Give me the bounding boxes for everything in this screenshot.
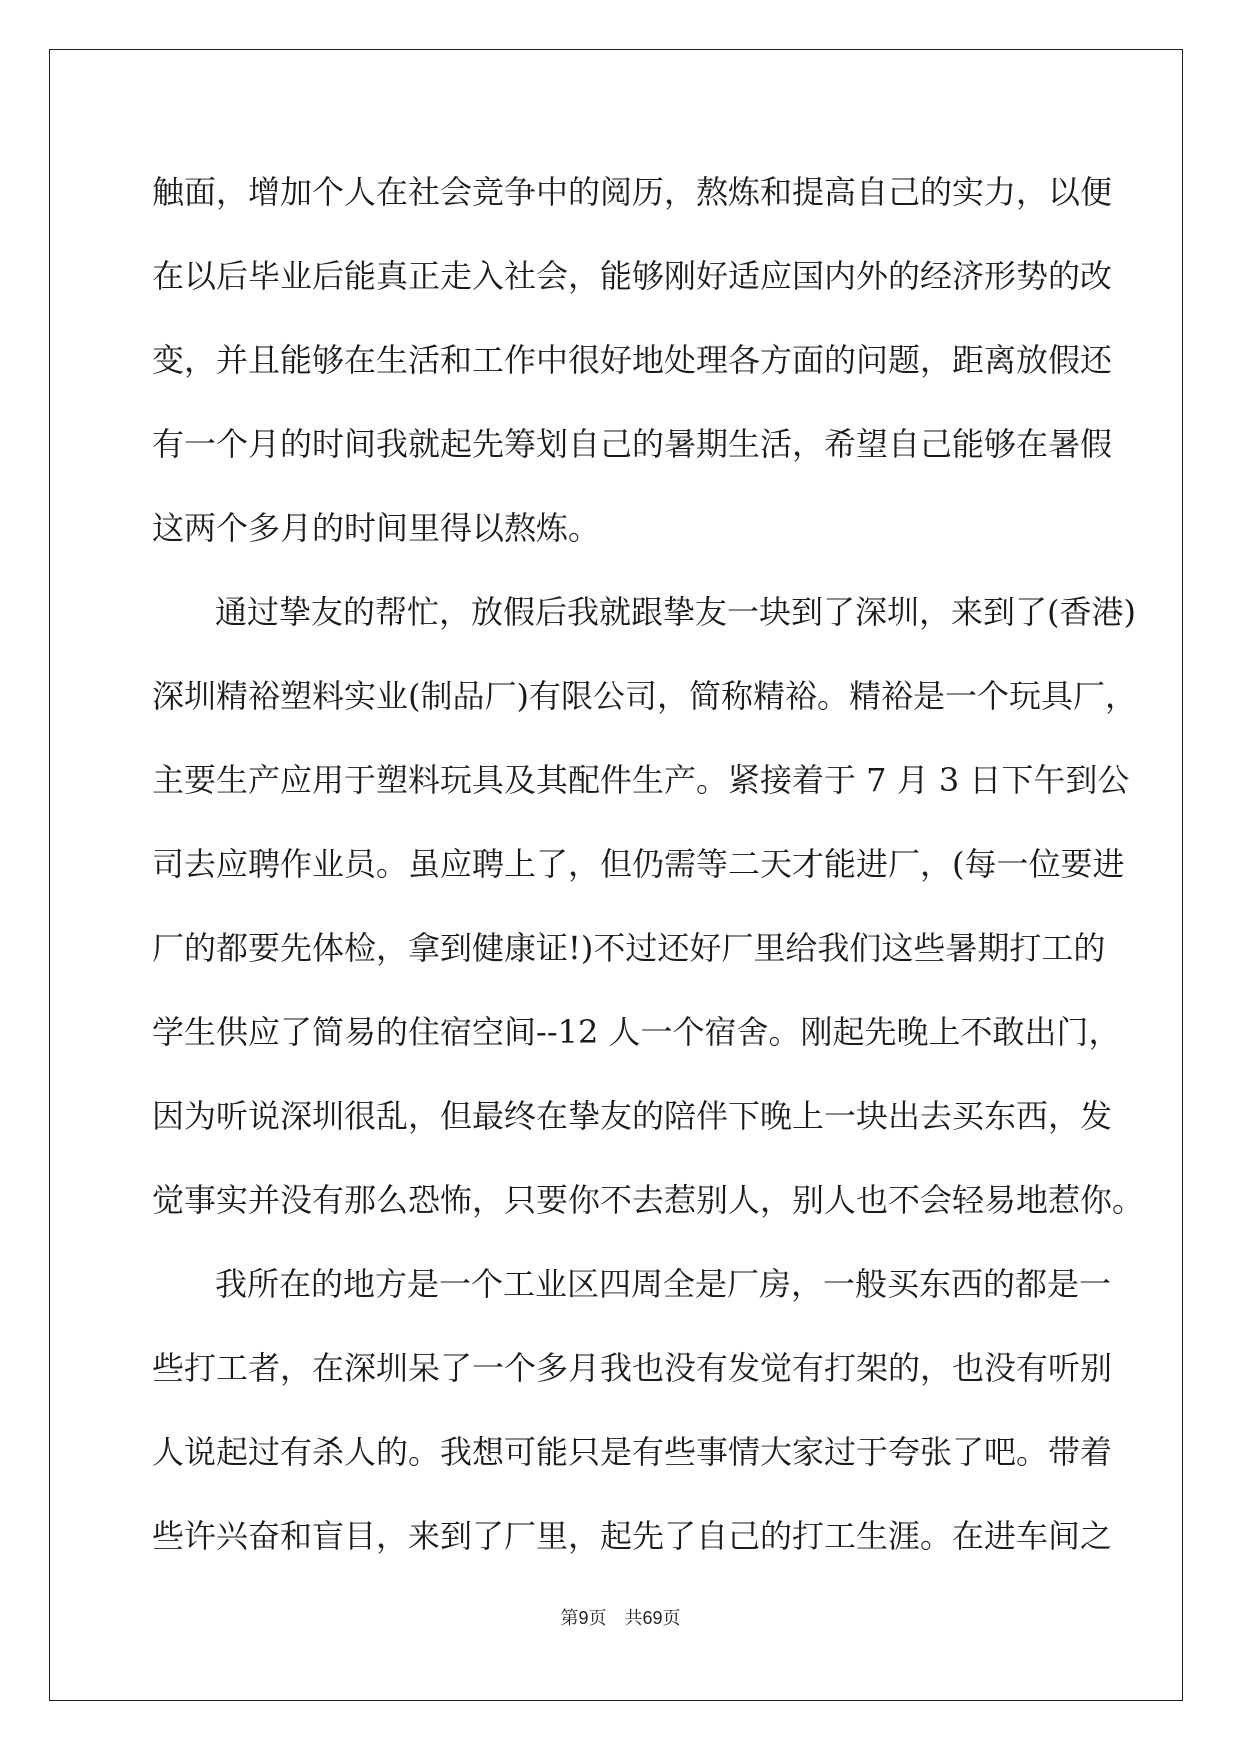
text-line: 些打工者，在深圳呆了一个多月我也没有发觉有打架的，也没有听别 — [152, 1349, 1113, 1387]
document-body — [152, 150, 1145, 1578]
total-pages: 69 — [642, 1608, 663, 1628]
total-suffix: 页 — [662, 1608, 681, 1629]
paragraph-first-line: 通过挚友的帮忙，放假后我就跟挚友一块到了深圳，来到了(香港) — [215, 593, 1136, 631]
total-prefix: 共 — [624, 1608, 643, 1629]
page-prefix: 第 — [560, 1608, 579, 1629]
text-line: 在以后毕业后能真正走入社会，能够刚好适应国内外的经济形势的改 — [152, 257, 1113, 295]
paragraph-first-line: 我所在的地方是一个工业区四周全是厂房，一般买东西的都是一 — [215, 1265, 1112, 1303]
page-suffix: 页 — [588, 1608, 607, 1629]
text-line: 觉事实并没有那么恐怖，只要你不去惹别人，别人也不会轻易地惹你。 — [152, 1181, 1145, 1219]
page-footer — [0, 1604, 1241, 1630]
text-line: 司去应聘作业员。虽应聘上了，但仍需等二天才能进厂，(每一位要进 — [152, 845, 1125, 883]
text-line: 人说起过有杀人的。我想可能只是有些事情大家过于夸张了吧。带着 — [152, 1433, 1113, 1471]
text-line: 深圳精裕塑料实业(制品厂)有限公司，简称精裕。精裕是一个玩具厂， — [152, 677, 1137, 715]
text-line: 主要生产应用于塑料玩具及其配件生产。紧接着于 7 月 3 日下午到公 — [152, 761, 1130, 799]
text-line: 这两个多月的时间里得以熬炼。 — [152, 509, 601, 547]
text-line: 触面，增加个人在社会竞争中的阅历，熬炼和提高自己的实力，以便 — [152, 173, 1113, 211]
text-line: 有一个月的时间我就起先筹划自己的暑期生活，希望自己能够在暑假 — [152, 425, 1113, 463]
text-line: 些许兴奋和盲目，来到了厂里，起先了自己的打工生涯。在进车间之 — [152, 1517, 1113, 1555]
text-line: 学生供应了简易的住宿空间--12 人一个宿舍。刚起先晚上不敢出门， — [152, 1013, 1121, 1051]
text-line: 变，并且能够在生活和工作中很好地处理各方面的问题，距离放假还 — [152, 341, 1113, 379]
text-line: 厂的都要先体检，拿到健康证!)不过还好厂里给我们这些暑期打工的 — [152, 929, 1106, 967]
text-line: 因为听说深圳很乱，但最终在挚友的陪伴下晚上一块出去买东西，发 — [152, 1097, 1113, 1135]
page-number: 9 — [578, 1608, 589, 1628]
